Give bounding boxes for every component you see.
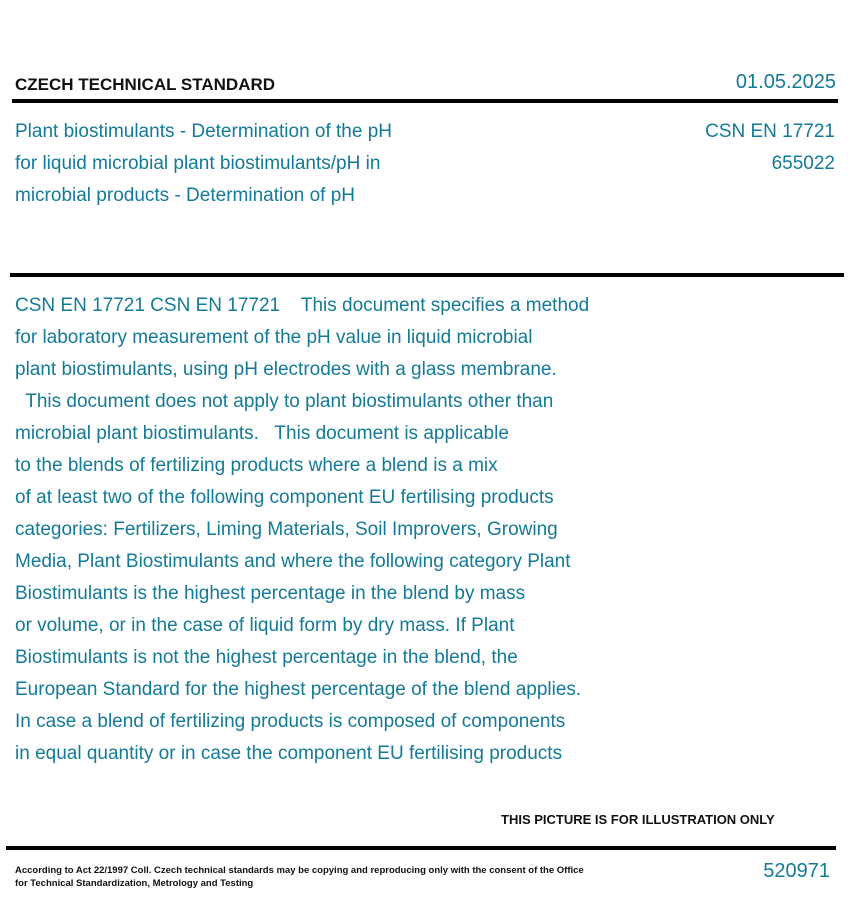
abstract-line: for laboratory measurement of the pH value in liquid microbial — [15, 327, 533, 348]
abstract-line: This document does not apply to plant biostimulants other than — [15, 391, 554, 412]
standard-code: CSN EN 17721 — [705, 121, 835, 142]
abstract-line: of at least two of the following component EU fertilising products — [15, 487, 554, 508]
document-number: 520971 — [763, 860, 830, 882]
standard-code-block — [705, 116, 835, 180]
title-line: microbial products - Determination of pH — [15, 185, 356, 206]
document-title — [15, 116, 485, 212]
abstract-line: microbial plant biostimulants. This document is applicable — [15, 423, 509, 444]
abstract-line: categories: Fertilizers, Liming Materials, Soil Improvers, Growing — [15, 519, 558, 540]
abstract-text — [15, 290, 675, 770]
publication-date: 01.05.2025 — [735, 71, 836, 93]
abstract-line: Biostimulants is the highest percentage in the blend by mass — [15, 583, 526, 604]
abstract-line: European Standard for the highest percentage of the blend applies. — [15, 679, 582, 700]
abstract-line: Biostimulants is not the highest percentage in the blend, the — [15, 647, 518, 668]
abstract-line: CSN EN 17721 CSN EN 17721 This document specifies a method — [15, 295, 590, 316]
abstract-line: In case a blend of fertilizing products is composed of components — [15, 711, 566, 732]
abstract-line: or volume, or in the case of liquid form by dry mass. If Plant — [15, 615, 515, 636]
title-line: for liquid microbial plant biostimulants/pH in — [15, 153, 381, 174]
title-rule — [10, 273, 844, 277]
abstract-line: plant biostimulants, using pH electrodes with a glass membrane. — [15, 359, 557, 380]
standard-label: CZECH TECHNICAL STANDARD — [15, 75, 276, 94]
legal-notice — [15, 864, 595, 890]
legal-line: According to Act 22/1997 Coll. Czech technical standards may be copying and reproducing only with the consent of the Office — [15, 865, 584, 876]
abstract-line: to the blends of fertilizing products where a blend is a mix — [15, 455, 498, 476]
classification-number: 655022 — [771, 153, 835, 174]
abstract-line: Media, Plant Biostimulants and where the following category Plant — [15, 551, 571, 572]
legal-line: for Technical Standardization, Metrology and Testing — [15, 878, 254, 889]
footer-rule — [6, 846, 836, 850]
header-rule — [12, 99, 838, 103]
illustration-note: THIS PICTURE IS FOR ILLUSTRATION ONLY — [501, 812, 775, 827]
abstract-line: in equal quantity or in case the component EU fertilising products — [15, 743, 563, 764]
title-line: Plant biostimulants - Determination of the pH — [15, 121, 393, 142]
